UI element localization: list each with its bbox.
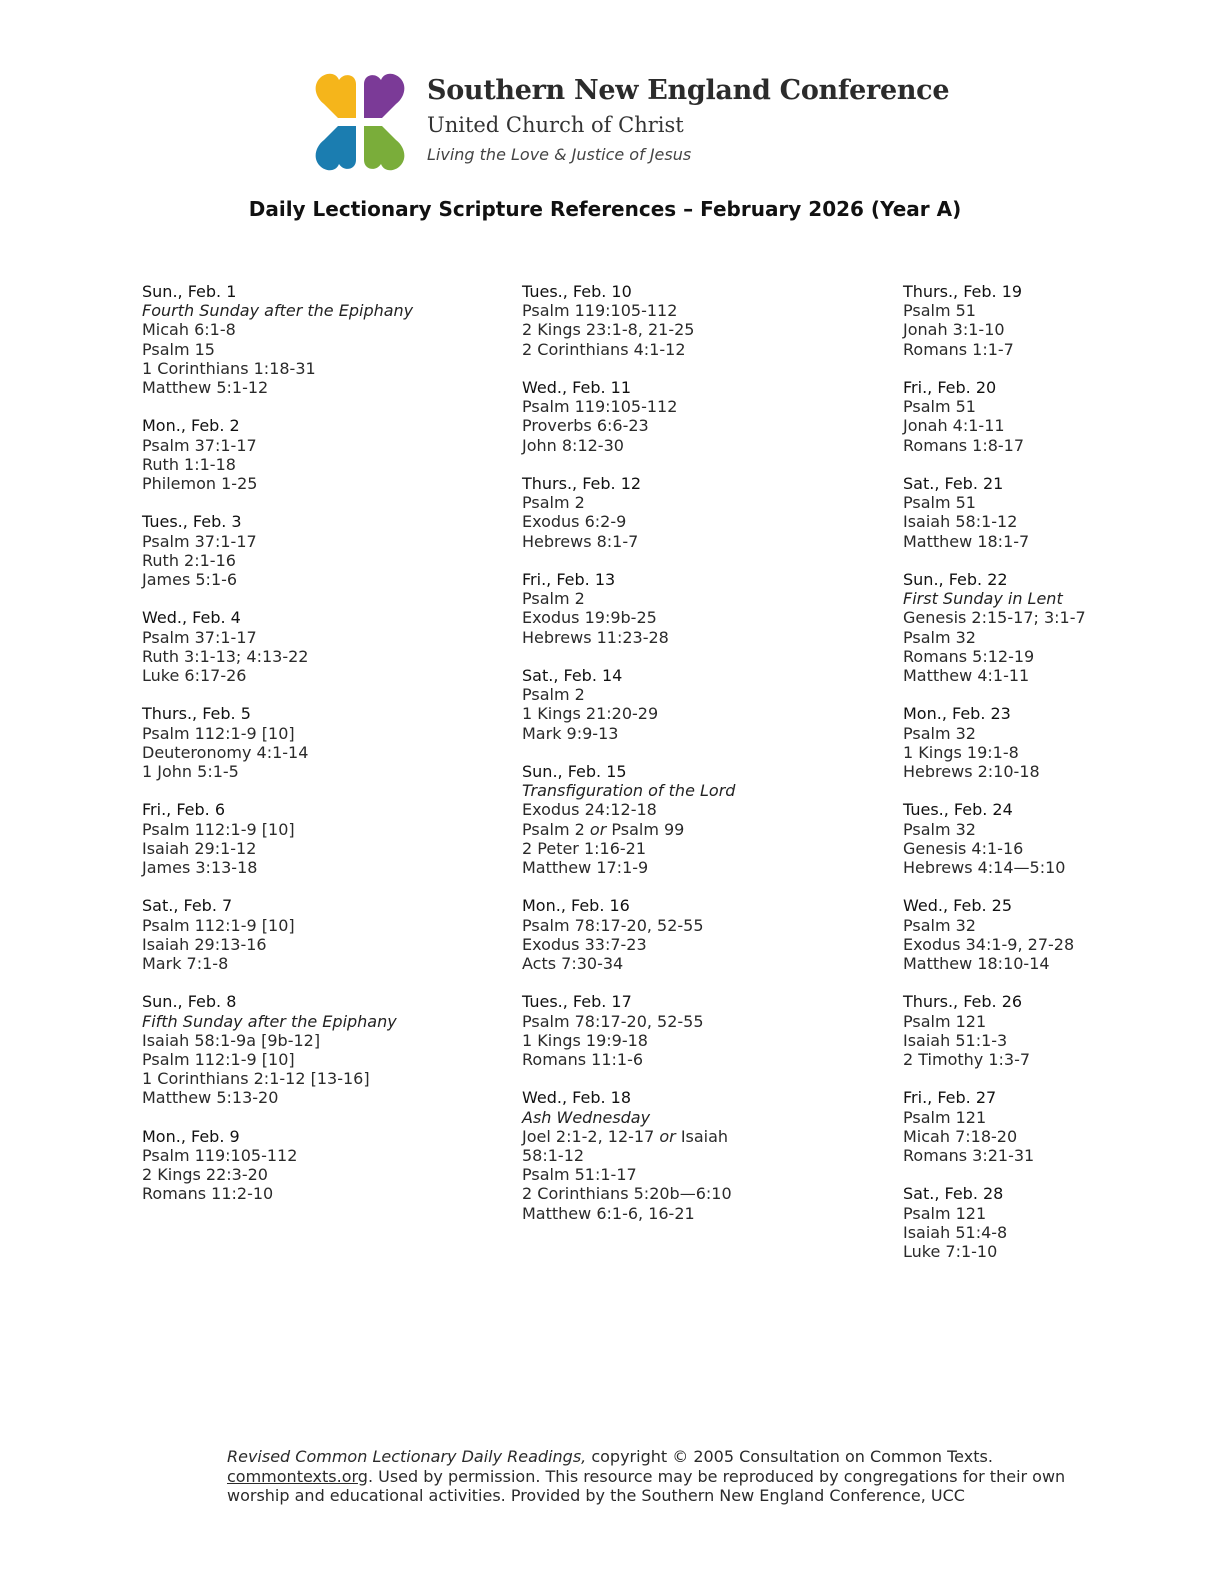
scripture-reference: Romans 3:21-31	[903, 1146, 1035, 1166]
day-entry	[142, 416, 482, 493]
scripture-reference: 2 Corinthians 4:1-12	[522, 339, 686, 359]
footer-permission: . Used by permission. This resource may be reproduced by congregations for their own worship and educational activities. Provided by the Southern New England Conference, UCC	[227, 1466, 1066, 1505]
column-1	[142, 282, 482, 1223]
scripture-reference: John 8:12-30	[522, 435, 624, 455]
scripture-reference: Psalm 51	[903, 397, 976, 417]
day-heading: Fri., Feb. 20	[903, 378, 997, 397]
day-entry	[903, 282, 1224, 359]
day-heading: Thurs., Feb. 19	[903, 282, 1023, 301]
org-subtitle: United Church of Christ	[427, 113, 684, 137]
scripture-reference: Psalm 112:1-9 [10]	[142, 819, 295, 839]
day-heading: Tues., Feb. 24	[903, 800, 1013, 820]
scripture-reference: Romans 1:1-7	[903, 339, 1014, 359]
day-heading: Tues., Feb. 17	[522, 992, 632, 1012]
day-entry	[142, 704, 482, 781]
day-entry	[522, 570, 862, 647]
day-heading: Thurs., Feb. 5	[142, 704, 251, 724]
scripture-reference: 1 Corinthians 2:1-12 [13-16]	[142, 1069, 370, 1089]
day-heading: Fri., Feb. 27	[903, 1088, 997, 1108]
scripture-reference: Psalm 37:1-17	[142, 531, 257, 551]
scripture-reference: Ruth 1:1-18	[142, 454, 236, 474]
footer-source: Revised Common Lectionary Daily Readings,	[227, 1447, 587, 1466]
day-heading: Fri., Feb. 13	[522, 570, 616, 589]
day-entry	[903, 570, 1224, 685]
scripture-reference: Romans 5:12-19	[903, 646, 1035, 666]
day-entry	[522, 282, 862, 359]
scripture-reference: Hebrews 8:1-7	[522, 531, 639, 551]
scripture-reference: James 3:13-18	[142, 858, 258, 878]
day-heading: Sun., Feb. 22	[903, 570, 1008, 589]
day-entry	[903, 992, 1224, 1069]
day-heading: Sat., Feb. 28	[903, 1184, 1004, 1204]
scripture-reference: Romans 1:8-17	[903, 435, 1025, 455]
column-2	[522, 282, 862, 1242]
day-observance: Fifth Sunday after the Epiphany	[142, 1011, 397, 1031]
scripture-reference: 1 Kings 21:20-29	[522, 704, 659, 724]
day-entry	[903, 1184, 1224, 1261]
scripture-reference: 1 Kings 19:1-8	[903, 742, 1019, 762]
scripture-reference: Psalm 112:1-9 [10]	[142, 915, 295, 935]
scripture-reference: Proverbs 6:6-23	[522, 416, 649, 436]
scripture-reference: Micah 6:1-8	[142, 320, 236, 340]
day-entry	[522, 1088, 862, 1222]
day-heading: Wed., Feb. 25	[903, 896, 1012, 916]
or-connector: or	[589, 819, 607, 839]
scripture-reference: Psalm 51	[903, 301, 976, 321]
scripture-reference: Luke 6:17-26	[142, 666, 247, 686]
day-heading: Mon., Feb. 9	[142, 1126, 240, 1146]
copyright-footer	[227, 1447, 1107, 1506]
scripture-reference: 58:1-12	[522, 1146, 585, 1166]
conference-logo	[306, 70, 416, 174]
day-heading: Fri., Feb. 6	[142, 800, 225, 820]
scripture-reference: Psalm 32	[903, 627, 976, 647]
day-heading: Thurs., Feb. 26	[903, 992, 1023, 1012]
scripture-reference: Isaiah 51:1-3	[903, 1030, 1008, 1050]
day-entry	[522, 474, 862, 551]
day-heading: Sun., Feb. 8	[142, 992, 237, 1012]
day-entry	[903, 378, 1224, 455]
day-heading: Tues., Feb. 10	[522, 282, 632, 301]
scripture-reference: Psalm 2	[522, 493, 585, 513]
scripture-reference: Exodus 24:12-18	[522, 800, 657, 820]
day-entry	[522, 762, 862, 877]
scripture-reference: Psalm 2	[522, 589, 585, 609]
day-heading: Wed., Feb. 4	[142, 608, 241, 628]
scripture-reference: Deuteronomy 4:1-14	[142, 742, 309, 762]
footer-copyright: copyright © 2005 Consultation on Common Texts.	[586, 1447, 993, 1466]
day-entry	[903, 704, 1224, 781]
logo-heart-purple	[364, 74, 404, 118]
scripture-reference: Matthew 5:1-12	[142, 378, 269, 398]
day-heading: Sat., Feb. 14	[522, 666, 623, 685]
scripture-reference: Jonah 4:1-11	[903, 416, 1005, 436]
scripture-reference: Psalm 119:105-112	[522, 397, 678, 417]
scripture-reference: Genesis 4:1-16	[903, 838, 1024, 858]
scripture-reference: Matthew 18:10-14	[903, 954, 1050, 974]
scripture-reference: 2 Timothy 1:3-7	[903, 1050, 1031, 1070]
scripture-reference: Psalm 112:1-9 [10]	[142, 723, 295, 743]
scripture-reference: Isaiah 51:4-8	[903, 1222, 1008, 1242]
scripture-reference: Hebrews 4:14—5:10	[903, 858, 1066, 878]
scripture-reference: Psalm 121	[903, 1011, 987, 1031]
scripture-reference: Acts 7:30-34	[522, 954, 624, 974]
org-tagline: Living the Love & Justice of Jesus	[427, 145, 692, 164]
scripture-reference: 2 Corinthians 5:20b—6:10	[522, 1184, 732, 1204]
day-heading: Wed., Feb. 18	[522, 1088, 631, 1108]
day-heading: Sat., Feb. 7	[142, 896, 233, 916]
day-entry	[903, 1088, 1224, 1165]
scripture-reference: Luke 7:1-10	[903, 1242, 998, 1262]
scripture-reference: Psalm 121	[903, 1107, 987, 1127]
day-entry	[142, 512, 482, 589]
org-block	[427, 72, 949, 168]
scripture-reference: Exodus 6:2-9	[522, 512, 627, 532]
scripture-reference: Psalm 78:17-20, 52-55	[522, 1011, 704, 1031]
day-entry	[903, 896, 1224, 973]
day-heading: Mon., Feb. 23	[903, 704, 1011, 724]
scripture-reference: Isaiah 58:1-9a [9b-12]	[142, 1030, 321, 1050]
scripture-reference: Psalm 119:105-112	[522, 301, 678, 321]
day-heading: Sat., Feb. 21	[903, 474, 1004, 493]
scripture-reference: 1 John 5:1-5	[142, 762, 239, 782]
scripture-reference: Micah 7:18-20	[903, 1126, 1018, 1146]
scripture-reference: Psalm 112:1-9 [10]	[142, 1050, 295, 1070]
column-3	[903, 282, 1224, 1280]
day-entry	[522, 378, 862, 455]
scripture-reference: Exodus 34:1-9, 27-28	[903, 934, 1075, 954]
scripture-reference: Exodus 19:9b-25	[522, 608, 657, 628]
day-entry	[522, 666, 862, 743]
scripture-reference: James 5:1-6	[142, 570, 238, 590]
day-heading: Thurs., Feb. 12	[522, 474, 642, 493]
scripture-reference: 2 Kings 22:3-20	[142, 1165, 268, 1185]
scripture-reference: Psalm 78:17-20, 52-55	[522, 915, 704, 935]
day-heading: Mon., Feb. 2	[142, 416, 240, 436]
scripture-reference: Psalm 2	[522, 685, 585, 705]
day-entry	[903, 474, 1224, 551]
scripture-reference: Hebrews 2:10-18	[903, 762, 1040, 782]
page-title: Daily Lectionary Scripture References – February 2026 (Year A)	[248, 197, 962, 221]
scripture-reference: Isaiah 58:1-12	[903, 512, 1018, 532]
day-entry	[522, 992, 862, 1069]
scripture-reference: Psalm 15	[142, 339, 215, 359]
or-connector: or	[659, 1126, 676, 1146]
day-observance: Transfiguration of the Lord	[522, 781, 736, 801]
scripture-reference: 2 Peter 1:16-21	[522, 838, 647, 858]
scripture-reference: Matthew 4:1-11	[903, 666, 1030, 686]
scripture-reference: Psalm 119:105-112	[142, 1146, 298, 1166]
scripture-reference: Ruth 3:1-13; 4:13-22	[142, 646, 309, 666]
day-heading: Tues., Feb. 3	[142, 512, 242, 532]
scripture-reference: Genesis 2:15-17; 3:1-7	[903, 608, 1086, 628]
day-entry	[142, 896, 482, 973]
scripture-reference: Philemon 1-25	[142, 474, 258, 494]
day-entry	[142, 992, 482, 1107]
day-observance: First Sunday in Lent	[903, 589, 1063, 609]
scripture-reference: Psalm 32	[903, 915, 976, 935]
day-entry	[142, 282, 482, 397]
scripture-reference: Psalm 37:1-17	[142, 435, 257, 455]
day-entry	[522, 896, 862, 973]
scripture-reference: Psalm 51:1-17	[522, 1165, 637, 1185]
logo-heart-blue	[316, 126, 356, 170]
footer-link[interactable]: commontexts.org	[227, 1466, 368, 1486]
scripture-reference: Psalm 32	[903, 723, 976, 743]
scripture-reference: Romans 11:1-6	[522, 1050, 644, 1070]
scripture-reference: Psalm 51	[903, 493, 976, 513]
scripture-reference: Hebrews 11:23-28	[522, 627, 669, 647]
day-observance: Fourth Sunday after the Epiphany	[142, 301, 414, 321]
day-heading: Sun., Feb. 15	[522, 762, 627, 781]
logo-heart-green	[364, 126, 404, 170]
scripture-reference: Matthew 6:1-6, 16-21	[522, 1203, 695, 1223]
scripture-reference: Joel 2:1-2, 12-17 or Isaiah	[522, 1126, 729, 1146]
day-entry	[142, 608, 482, 685]
day-heading: Sun., Feb. 1	[142, 282, 237, 301]
scripture-reference: Isaiah 29:13-16	[142, 934, 267, 954]
scripture-reference: Isaiah 29:1-12	[142, 838, 257, 858]
day-entry	[142, 800, 482, 877]
logo-heart-yellow	[316, 74, 356, 118]
org-name: Southern New England Conference	[427, 75, 950, 106]
day-heading: Wed., Feb. 11	[522, 378, 631, 397]
scripture-reference: Jonah 3:1-10	[903, 320, 1005, 340]
scripture-reference: Psalm 2 or Psalm 99	[522, 819, 685, 839]
day-entry	[142, 1127, 482, 1204]
scripture-reference: Mark 9:9-13	[522, 723, 619, 743]
scripture-reference: Exodus 33:7-23	[522, 934, 647, 954]
scripture-reference: Psalm 121	[903, 1203, 987, 1223]
scripture-reference: Mark 7:1-8	[142, 954, 229, 974]
scripture-reference: 2 Kings 23:1-8, 21-25	[522, 320, 695, 340]
scripture-reference: Matthew 18:1-7	[903, 531, 1030, 551]
day-observance: Ash Wednesday	[522, 1107, 651, 1127]
day-heading: Mon., Feb. 16	[522, 896, 630, 916]
scripture-reference: Romans 11:2-10	[142, 1184, 274, 1204]
scripture-reference: 1 Corinthians 1:18-31	[142, 358, 316, 378]
scripture-reference: Matthew 17:1-9	[522, 858, 649, 878]
scripture-reference: Psalm 37:1-17	[142, 627, 257, 647]
scripture-reference: Matthew 5:13-20	[142, 1088, 279, 1108]
scripture-reference: 1 Kings 19:9-18	[522, 1030, 648, 1050]
scripture-reference: Ruth 2:1-16	[142, 550, 236, 570]
scripture-reference: Psalm 32	[903, 819, 976, 839]
day-entry	[903, 800, 1224, 877]
